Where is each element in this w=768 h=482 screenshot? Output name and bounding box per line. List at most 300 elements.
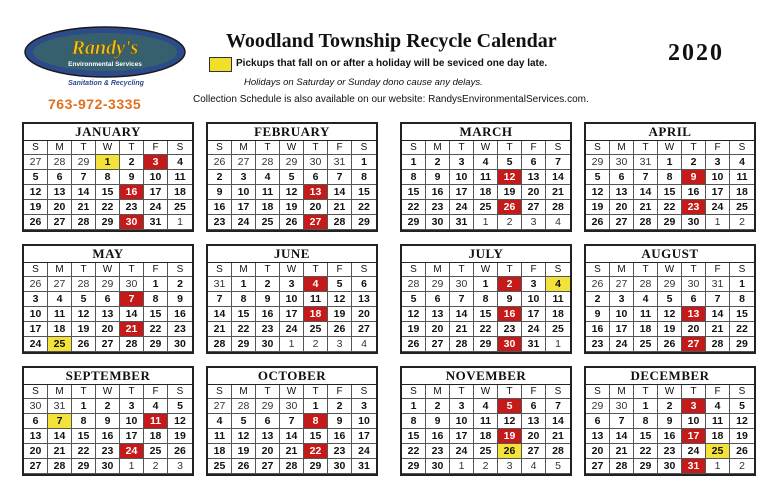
adjacent-month-day: 26 (586, 277, 610, 292)
weekday-header: M (426, 263, 450, 277)
calendar-day: 27 (96, 337, 120, 352)
adjacent-month-day: 1 (168, 215, 192, 230)
calendar-day: 7 (280, 414, 304, 429)
calendar-day: 28 (634, 215, 658, 230)
calendar-day: 8 (402, 414, 426, 429)
adjacent-month-day: 29 (72, 155, 96, 170)
adjacent-month-day: 31 (706, 277, 730, 292)
calendar-day: 21 (208, 322, 232, 337)
weekday-header: T (682, 263, 706, 277)
calendar-day: 24 (522, 322, 546, 337)
weekday-header: W (658, 385, 682, 399)
adjacent-month-day: 28 (402, 277, 426, 292)
month-march (400, 122, 572, 232)
calendar-day: 16 (682, 185, 706, 200)
calendar-day: 5 (72, 292, 96, 307)
calendar-day: 16 (208, 200, 232, 215)
adjacent-month-day: 1 (706, 215, 730, 230)
calendar-day: 11 (634, 307, 658, 322)
calendar-day: 14 (280, 429, 304, 444)
calendar-day: 12 (280, 185, 304, 200)
calendar-day: 6 (522, 399, 546, 414)
weekday-header: S (168, 263, 192, 277)
adjacent-month-day: 3 (328, 337, 352, 352)
pickup-day: 9 (682, 170, 706, 185)
calendar-day: 9 (208, 185, 232, 200)
calendar-day: 10 (144, 170, 168, 185)
calendar-day: 1 (144, 277, 168, 292)
month-grid (24, 141, 192, 230)
pickup-day: 19 (498, 429, 522, 444)
calendar-day: 14 (546, 414, 570, 429)
calendar-day: 15 (96, 185, 120, 200)
calendar-day: 21 (72, 200, 96, 215)
pickup-day: 27 (304, 215, 328, 230)
adjacent-month-day: 27 (610, 277, 634, 292)
calendar-day: 9 (426, 414, 450, 429)
calendar-day: 20 (304, 200, 328, 215)
weekday-header: W (280, 385, 304, 399)
weekday-header: W (474, 385, 498, 399)
weekday-header: S (546, 141, 570, 155)
adjacent-month-day: 1 (120, 459, 144, 474)
weekday-header: T (72, 141, 96, 155)
weekday-header: S (546, 263, 570, 277)
weekday-header: F (144, 141, 168, 155)
adjacent-month-day: 2 (730, 215, 754, 230)
calendar-day: 27 (24, 459, 48, 474)
calendar-day: 14 (328, 185, 352, 200)
calendar-day: 21 (450, 322, 474, 337)
calendar-day: 9 (256, 292, 280, 307)
calendar-day: 14 (610, 429, 634, 444)
calendar-day: 27 (586, 459, 610, 474)
weekday-header: W (280, 263, 304, 277)
calendar-day: 16 (168, 307, 192, 322)
calendar-day: 27 (48, 215, 72, 230)
adjacent-month-day: 29 (96, 277, 120, 292)
weekday-header: S (352, 385, 376, 399)
adjacent-month-day: 29 (586, 399, 610, 414)
calendar-day: 2 (208, 170, 232, 185)
weekday-header: F (522, 385, 546, 399)
calendar-day: 26 (280, 215, 304, 230)
calendar-day: 31 (144, 215, 168, 230)
weekday-header: S (352, 263, 376, 277)
calendar-day: 6 (96, 292, 120, 307)
calendar-day: 29 (352, 215, 376, 230)
calendar-day: 24 (450, 200, 474, 215)
weekday-header: W (280, 141, 304, 155)
calendar-day: 2 (168, 277, 192, 292)
calendar-day: 24 (144, 200, 168, 215)
adjacent-month-day: 30 (24, 399, 48, 414)
calendar-day: 13 (522, 170, 546, 185)
adjacent-month-day: 31 (208, 277, 232, 292)
calendar-day: 26 (328, 322, 352, 337)
calendar-day: 19 (280, 200, 304, 215)
weekday-header: S (402, 141, 426, 155)
calendar-day: 10 (682, 414, 706, 429)
calendar-day: 13 (426, 307, 450, 322)
calendar-day: 21 (634, 200, 658, 215)
calendar-day: 18 (256, 200, 280, 215)
calendar-day: 2 (586, 292, 610, 307)
calendar-day: 13 (256, 429, 280, 444)
pickup-day: 2 (498, 277, 522, 292)
weekday-header: T (120, 385, 144, 399)
adjacent-month-day: 29 (586, 155, 610, 170)
calendar-day: 1 (474, 277, 498, 292)
calendar-day: 24 (682, 444, 706, 459)
month-grid (208, 141, 376, 230)
pickup-day: 11 (144, 414, 168, 429)
calendar-day: 13 (24, 429, 48, 444)
calendar-day: 18 (168, 185, 192, 200)
calendar-day: 8 (144, 292, 168, 307)
calendar-day: 15 (232, 307, 256, 322)
adjacent-month-day: 27 (24, 155, 48, 170)
calendar-day: 15 (72, 429, 96, 444)
calendar-day: 6 (256, 414, 280, 429)
calendar-day: 10 (522, 292, 546, 307)
calendar-day: 31 (522, 337, 546, 352)
calendar-day: 28 (48, 459, 72, 474)
calendar-day: 19 (586, 200, 610, 215)
calendar-day: 16 (658, 429, 682, 444)
calendar-day: 20 (586, 444, 610, 459)
calendar-day: 12 (168, 414, 192, 429)
weekday-header: F (706, 263, 730, 277)
calendar-day: 9 (498, 292, 522, 307)
calendar-day: 5 (232, 414, 256, 429)
month-title: DECEMBER (586, 368, 754, 385)
calendar-day: 7 (706, 292, 730, 307)
weekday-header: S (168, 141, 192, 155)
weekday-header: W (474, 263, 498, 277)
calendar-day: 30 (682, 215, 706, 230)
adjacent-month-day: 30 (304, 155, 328, 170)
adjacent-month-day: 5 (546, 459, 570, 474)
adjacent-month-day: 26 (208, 155, 232, 170)
calendar-day: 28 (120, 337, 144, 352)
calendar-day: 27 (426, 337, 450, 352)
calendar-day: 23 (426, 444, 450, 459)
calendar-day: 14 (120, 307, 144, 322)
weekday-header: T (120, 263, 144, 277)
weekday-header: W (96, 263, 120, 277)
calendar-day: 1 (352, 155, 376, 170)
calendar-day: 2 (328, 399, 352, 414)
calendar-day: 23 (168, 322, 192, 337)
calendar-day: 22 (402, 444, 426, 459)
month-may (22, 244, 194, 354)
calendar-day: 2 (256, 277, 280, 292)
calendar-day: 6 (48, 170, 72, 185)
calendar-day: 30 (426, 459, 450, 474)
calendar-day: 25 (208, 459, 232, 474)
calendar-day: 3 (610, 292, 634, 307)
calendar-day: 25 (474, 444, 498, 459)
calendar-day: 6 (426, 292, 450, 307)
calendar-day: 17 (522, 307, 546, 322)
month-july (400, 244, 572, 354)
calendar-day: 17 (352, 429, 376, 444)
calendar-day: 18 (144, 429, 168, 444)
month-grid (402, 263, 570, 352)
calendar-day: 11 (256, 185, 280, 200)
calendar-day: 2 (658, 399, 682, 414)
calendar-day: 26 (24, 215, 48, 230)
randys-logo (24, 26, 186, 78)
calendar-day: 31 (450, 215, 474, 230)
adjacent-month-day: 2 (144, 459, 168, 474)
calendar-day: 19 (328, 307, 352, 322)
calendar-day: 3 (120, 399, 144, 414)
adjacent-month-day: 1 (280, 337, 304, 352)
calendar-day: 6 (610, 170, 634, 185)
pickup-day: 13 (304, 185, 328, 200)
calendar-day: 10 (450, 170, 474, 185)
calendar-day: 2 (96, 399, 120, 414)
month-title: FEBRUARY (208, 124, 376, 141)
month-title: MAY (24, 246, 192, 263)
calendar-day: 19 (402, 322, 426, 337)
calendar-day: 16 (256, 307, 280, 322)
weekday-header: S (546, 385, 570, 399)
calendar-day: 15 (634, 429, 658, 444)
adjacent-month-day: 3 (498, 459, 522, 474)
adjacent-month-day: 27 (48, 277, 72, 292)
calendar-day: 12 (328, 292, 352, 307)
logo-subtext: Environmental Services (68, 61, 142, 68)
calendar-day: 6 (586, 414, 610, 429)
weekday-header: T (72, 263, 96, 277)
calendar-day: 5 (586, 170, 610, 185)
calendar-day: 26 (658, 337, 682, 352)
calendar-day: 25 (474, 200, 498, 215)
calendar-day: 18 (208, 444, 232, 459)
calendar-day: 4 (208, 414, 232, 429)
calendar-day: 8 (352, 170, 376, 185)
calendar-day: 7 (546, 155, 570, 170)
calendar-day: 11 (706, 414, 730, 429)
calendar-day: 4 (474, 155, 498, 170)
weekday-header: S (586, 263, 610, 277)
calendar-day: 1 (658, 155, 682, 170)
calendar-day: 21 (280, 444, 304, 459)
holiday-day: 1 (96, 155, 120, 170)
adjacent-month-day: 27 (232, 155, 256, 170)
calendar-day: 27 (256, 459, 280, 474)
calendar-day: 17 (450, 429, 474, 444)
calendar-day: 11 (168, 170, 192, 185)
calendar-day: 24 (352, 444, 376, 459)
weekend-holiday-note: Holidays on Saturday or Sunday dono cause any delays. (244, 77, 483, 88)
weekday-header: M (232, 141, 256, 155)
pickup-day: 24 (120, 444, 144, 459)
calendar-day: 26 (72, 337, 96, 352)
calendar-day: 13 (48, 185, 72, 200)
calendar-day: 23 (328, 444, 352, 459)
calendar-day: 28 (328, 215, 352, 230)
calendar-day: 28 (72, 215, 96, 230)
calendar-day: 3 (450, 399, 474, 414)
month-grid (586, 385, 754, 474)
weekday-header: F (328, 263, 352, 277)
calendar-day: 26 (586, 215, 610, 230)
calendar-day: 15 (730, 307, 754, 322)
adjacent-month-day: 31 (48, 399, 72, 414)
calendar-day: 18 (48, 322, 72, 337)
calendar-day: 12 (402, 307, 426, 322)
weekday-header: F (706, 385, 730, 399)
calendar-day: 23 (586, 337, 610, 352)
calendar-day: 8 (96, 170, 120, 185)
holiday-legend-swatch (209, 57, 232, 72)
calendar-day: 17 (610, 322, 634, 337)
calendar-day: 16 (426, 185, 450, 200)
month-title: JANUARY (24, 124, 192, 141)
weekday-header: W (96, 385, 120, 399)
calendar-day: 28 (280, 459, 304, 474)
calendar-day: 28 (706, 337, 730, 352)
calendar-day: 20 (426, 322, 450, 337)
pickup-day: 3 (682, 399, 706, 414)
weekday-header: T (634, 385, 658, 399)
calendar-day: 20 (610, 200, 634, 215)
calendar-day: 11 (474, 170, 498, 185)
calendar-day: 4 (48, 292, 72, 307)
calendar-day: 12 (72, 307, 96, 322)
calendar-day: 18 (546, 307, 570, 322)
calendar-day: 7 (610, 414, 634, 429)
calendar-day: 30 (168, 337, 192, 352)
month-grid (24, 385, 192, 474)
calendar-day: 7 (450, 292, 474, 307)
calendar-day: 18 (634, 322, 658, 337)
calendar-day: 19 (24, 200, 48, 215)
weekday-header: S (730, 385, 754, 399)
calendar-day: 24 (232, 215, 256, 230)
calendar-day: 6 (522, 155, 546, 170)
weekday-header: S (352, 141, 376, 155)
calendar-day: 8 (72, 414, 96, 429)
calendar-day: 22 (634, 444, 658, 459)
calendar-day: 13 (586, 429, 610, 444)
adjacent-month-day: 30 (610, 155, 634, 170)
calendar-day: 9 (426, 170, 450, 185)
calendar-day: 8 (730, 292, 754, 307)
weekday-header: M (610, 263, 634, 277)
calendar-day: 20 (48, 200, 72, 215)
calendar-day: 18 (730, 185, 754, 200)
calendar-day: 13 (352, 292, 376, 307)
calendar-day: 29 (474, 337, 498, 352)
pickup-day: 12 (498, 170, 522, 185)
weekday-header: S (586, 141, 610, 155)
weekday-header: M (48, 141, 72, 155)
calendar-day: 15 (402, 429, 426, 444)
calendar-day: 29 (658, 215, 682, 230)
holiday-day: 26 (498, 444, 522, 459)
calendar-day: 10 (120, 414, 144, 429)
pickup-day: 13 (682, 307, 706, 322)
calendar-day: 9 (120, 170, 144, 185)
calendar-day: 12 (24, 185, 48, 200)
calendar-day: 28 (546, 444, 570, 459)
month-january (22, 122, 194, 232)
adjacent-month-day: 1 (450, 459, 474, 474)
calendar-day: 23 (120, 200, 144, 215)
month-august (584, 244, 756, 354)
calendar-day: 1 (72, 399, 96, 414)
weekday-header: T (682, 385, 706, 399)
calendar-day: 30 (328, 459, 352, 474)
logo-tagline: Sanitation & Recycling (68, 80, 144, 87)
weekday-header: T (256, 141, 280, 155)
weekday-header: M (232, 263, 256, 277)
calendar-day: 19 (72, 322, 96, 337)
calendar-day: 29 (144, 337, 168, 352)
adjacent-month-day: 30 (120, 277, 144, 292)
calendar-day: 25 (304, 322, 328, 337)
adjacent-month-day: 3 (522, 215, 546, 230)
calendar-day: 25 (634, 337, 658, 352)
calendar-day: 20 (522, 429, 546, 444)
adjacent-month-day: 4 (352, 337, 376, 352)
adjacent-month-day: 31 (328, 155, 352, 170)
weekday-header: T (450, 385, 474, 399)
month-title: OCTOBER (208, 368, 376, 385)
calendar-day: 17 (24, 322, 48, 337)
calendar-day: 10 (706, 170, 730, 185)
weekday-header: W (474, 141, 498, 155)
adjacent-month-day: 29 (256, 399, 280, 414)
adjacent-month-day: 30 (280, 399, 304, 414)
calendar-day: 11 (546, 292, 570, 307)
weekday-header: F (144, 263, 168, 277)
calendar-day: 24 (450, 444, 474, 459)
month-grid (208, 263, 376, 352)
calendar-day: 25 (546, 322, 570, 337)
calendar-day: 22 (72, 444, 96, 459)
calendar-day: 29 (72, 459, 96, 474)
calendar-day: 26 (402, 337, 426, 352)
adjacent-month-day: 31 (634, 155, 658, 170)
calendar-day: 3 (232, 170, 256, 185)
calendar-day: 23 (498, 322, 522, 337)
calendar-day: 19 (232, 444, 256, 459)
calendar-day: 18 (474, 429, 498, 444)
calendar-day: 21 (706, 322, 730, 337)
calendar-day: 16 (96, 429, 120, 444)
calendar-day: 26 (232, 459, 256, 474)
weekday-header: M (48, 385, 72, 399)
weekday-header: S (586, 385, 610, 399)
calendar-day: 15 (304, 429, 328, 444)
calendar-day: 11 (730, 170, 754, 185)
calendar-day: 28 (208, 337, 232, 352)
calendar-day: 14 (72, 185, 96, 200)
weekday-header: W (658, 263, 682, 277)
calendar-day: 9 (96, 414, 120, 429)
weekday-header: S (208, 385, 232, 399)
calendar-day: 29 (730, 337, 754, 352)
calendar-day: 20 (96, 322, 120, 337)
pickup-day: 31 (682, 459, 706, 474)
pickup-day: 22 (304, 444, 328, 459)
